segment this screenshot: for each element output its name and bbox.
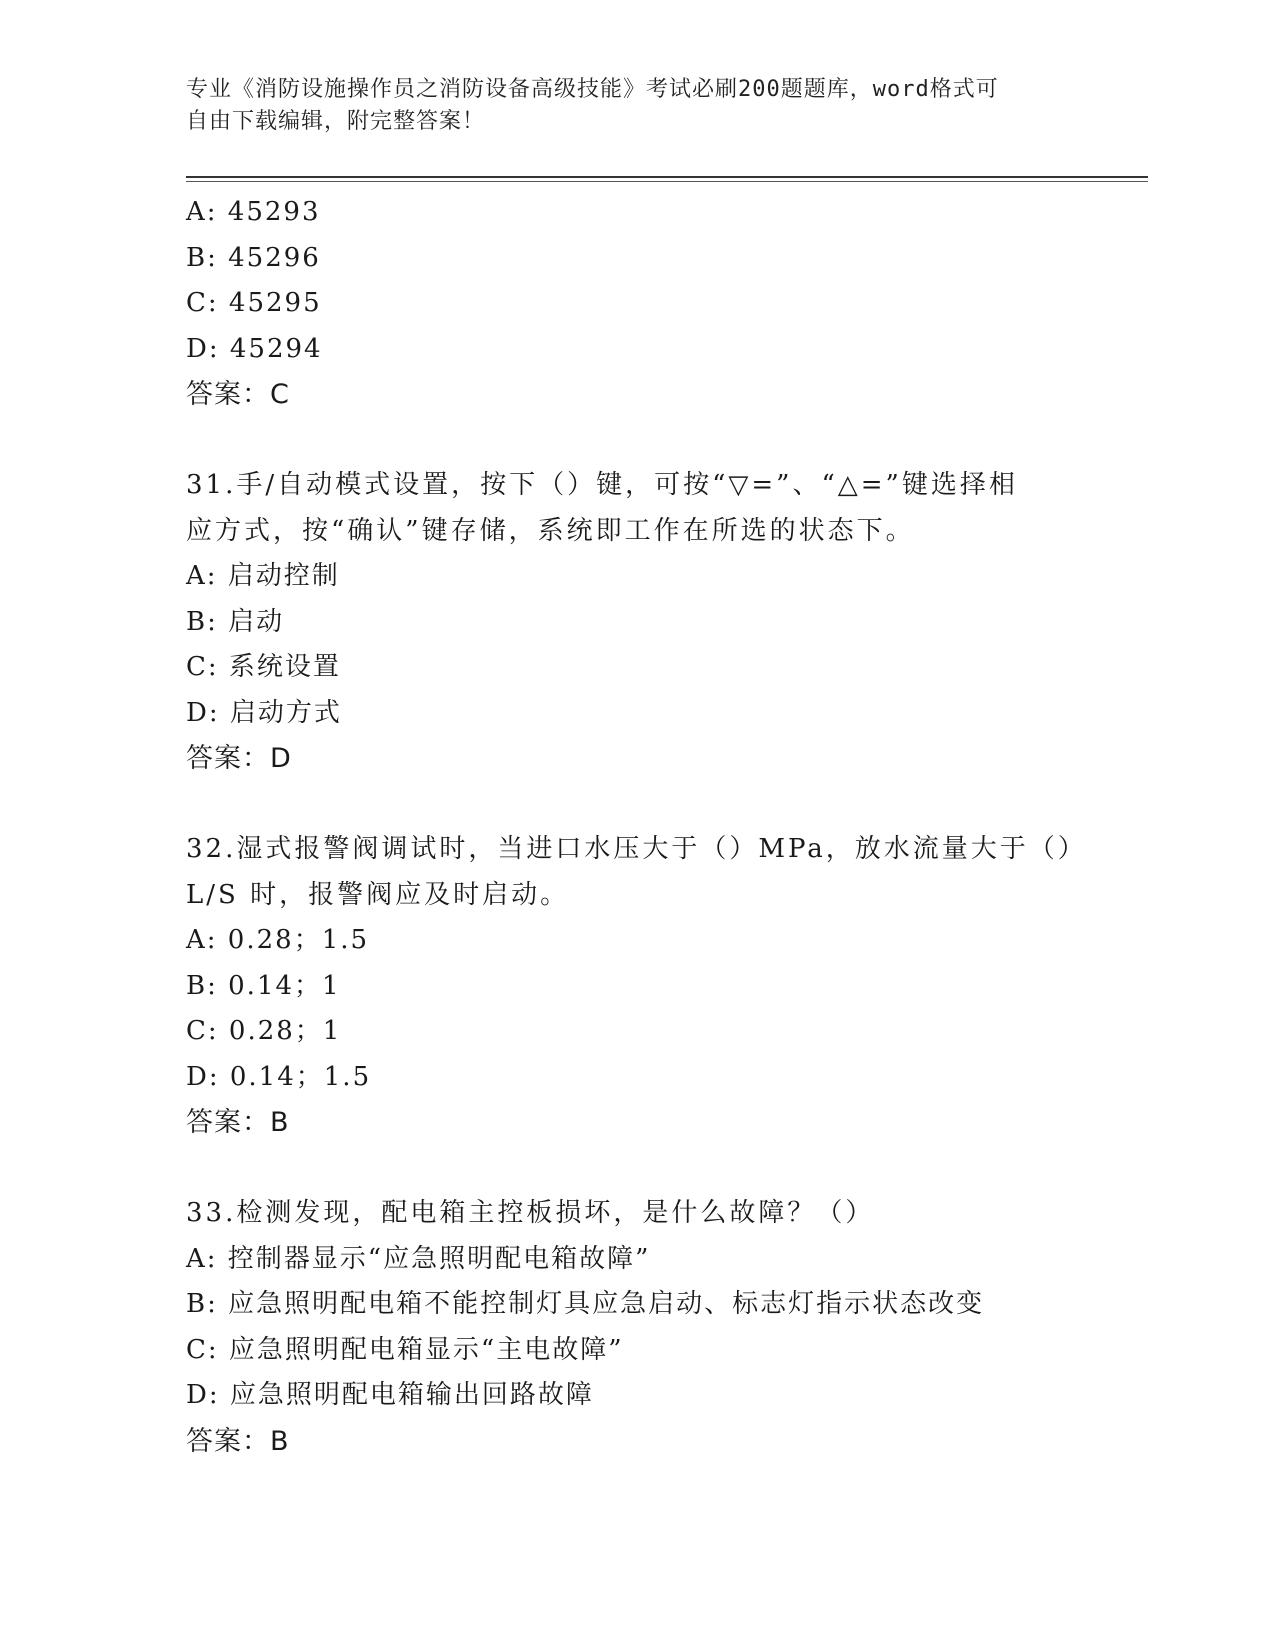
question-stem-line-1: 31.手/自动模式设置，按下（）键，可按“▽=”、“△=”键选择相: [186, 470, 1018, 500]
option-b: B: 启动: [186, 606, 285, 637]
question-32: [186, 827, 1086, 1146]
option-b: B: 应急照明配电箱不能控制灯具应急启动、标志灯指示状态改变: [186, 1289, 985, 1319]
question-list: [186, 190, 1086, 1464]
option-c: C: 0.28；1: [186, 1016, 342, 1046]
answer-line: 答案：B: [186, 1107, 290, 1138]
answer-line: 答案：D: [186, 743, 292, 774]
spacer: [186, 418, 1086, 464]
option-d: D: 45294: [186, 333, 323, 364]
option-d: D: 0.14；1.5: [186, 1061, 372, 1092]
question-30: [186, 190, 1086, 418]
question-31: [186, 463, 1086, 782]
option-a: A: 启动控制: [186, 561, 340, 591]
option-b: B: 0.14；1: [186, 970, 341, 1001]
option-c: C: 系统设置: [186, 652, 341, 682]
option-d: D: 启动方式: [186, 697, 342, 728]
question-33: [186, 1191, 1086, 1464]
document-header: [186, 74, 1066, 138]
option-c: C: 45295: [186, 288, 322, 318]
option-a: A: 45293: [186, 197, 321, 227]
option-a: A: 控制器显示“应急照明配电箱故障”: [186, 1243, 651, 1274]
question-stem-line-2: L/S 时，报警阀应及时启动。: [186, 879, 570, 910]
question-stem-line-1: 33.检测发现，配电箱主控板损坏，是什么故障？（）: [186, 1198, 875, 1228]
option-c: C: 应急照明配电箱显示“主电故障”: [186, 1334, 624, 1365]
option-d: D: 应急照明配电箱输出回路故障: [186, 1380, 594, 1410]
header-divider-thick: [186, 176, 1148, 178]
answer-line: 答案：C: [186, 379, 290, 410]
question-stem-line-1: 32.湿式报警阀调试时，当进口水压大于（）MPa，放水流量大于（）: [186, 834, 1087, 864]
header-title-line-1: 专业《消防设施操作员之消防设备高级技能》考试必刷200题题库，word格式可: [186, 77, 999, 102]
header-title-line-2: 自由下载编辑，附完整答案！: [186, 109, 486, 134]
answer-line: 答案：B: [186, 1425, 290, 1457]
option-b: B: 45296: [186, 242, 321, 273]
header-divider-thin: [186, 181, 1148, 182]
spacer: [186, 1146, 1086, 1192]
question-stem-line-2: 应方式，按“确认”键存储，系统即工作在所选的状态下。: [186, 515, 915, 546]
spacer: [186, 782, 1086, 828]
option-a: A: 0.28；1.5: [186, 925, 370, 955]
